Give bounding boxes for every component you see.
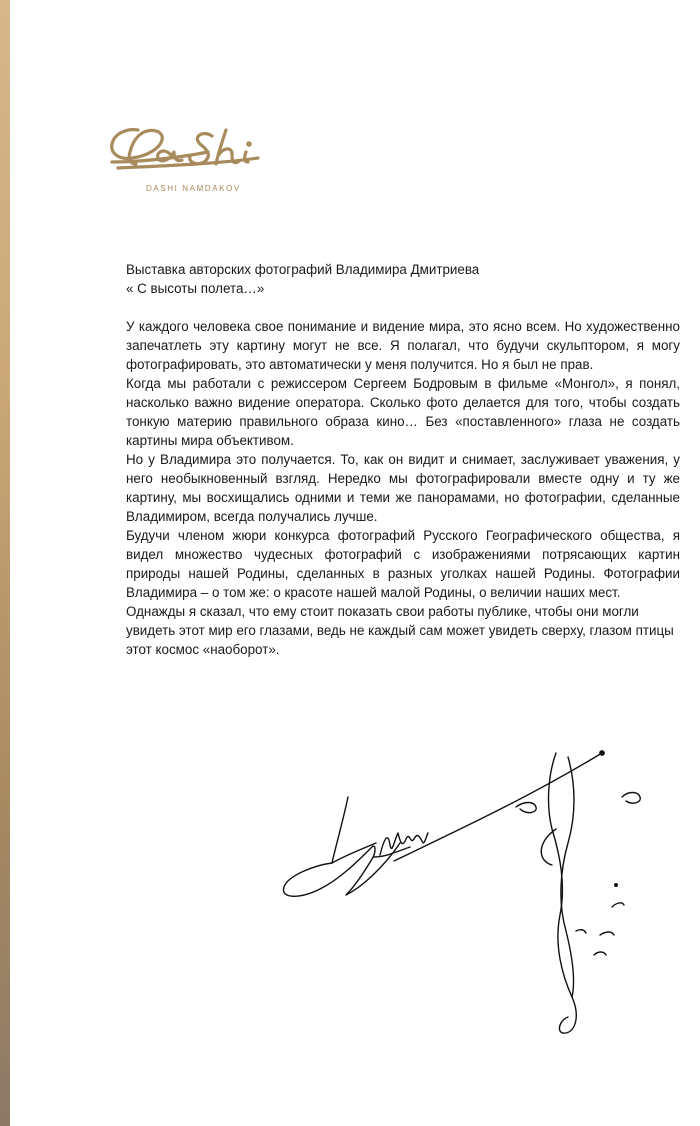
paragraph-2: Когда мы работали с режиссером Сергеем Бодровым в фильме «Монгол», я понял, насколько важно видение оператора. Сколько фото делается для того, чтобы создать тонкую материю правильного образа кино… Без «поставленного» глаза не создать картины мира объективом. bbox=[126, 376, 680, 448]
decorative-edge-stripe bbox=[0, 0, 10, 1126]
letter-title-line-1: Выставка авторских фотографий Владимира Дмитриева bbox=[126, 262, 480, 277]
letter-title bbox=[126, 260, 680, 298]
brand-logo-mark bbox=[108, 118, 308, 184]
handwritten-signature bbox=[276, 735, 676, 1040]
letter-title-line-2: « С высоты полета…» bbox=[126, 281, 265, 296]
paragraph-1: У каждого человека свое понимание и видение мира, это ясно всем. Но художественно запечатлеть эту картину могут не все. Я полагал, что будучи скульптором, я могу фотографировать, это автоматически у меня получится. Но я был не прав. bbox=[126, 319, 680, 372]
paragraph-4: Будучи членом жюри конкурса фотографий Русского Географического общества, я видел множество чудесных фотографий с изображениями потрясающих картин природы нашей Родины, сделанных в разных уголках нашей Родины. Фотографии Владимира – о том же: о красоте нашей малой Родины, о величии наших мест. bbox=[126, 528, 680, 600]
letter-body bbox=[126, 260, 680, 659]
paragraph-3: Но у Владимира это получается. То, как он видит и снимает, заслуживает уважения, у него необыкновенный взгляд. Нередко мы фотографировали вместе одну и ту же картину, мы восхищались одними и теми же панорамами, но фотографии, сделанные Владимиром, всегда получались лучше. bbox=[126, 452, 680, 524]
brand-logo bbox=[108, 118, 308, 198]
brand-caption: DASHI NAMDAKOV bbox=[146, 184, 241, 193]
paragraph-5: Однажды я сказал, что ему стоит показать свои работы публике, чтобы они могли увидеть этот мир его глазами, ведь не каждый сам может увидеть сверху, глазом птицы этот космос «наоборот». bbox=[126, 604, 674, 657]
